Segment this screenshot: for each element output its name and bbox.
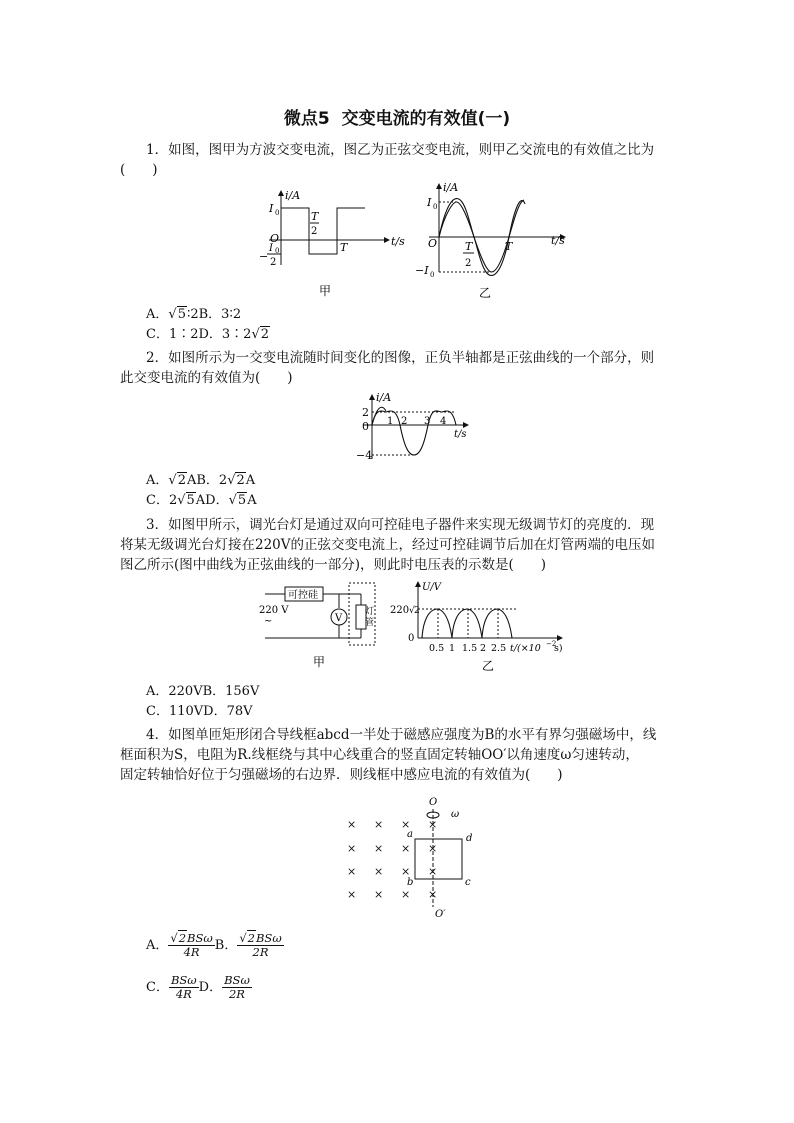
q2-options-ab: A．√2AB．2√2A	[146, 473, 256, 488]
jia-O: O	[270, 232, 280, 245]
q2-figure	[350, 391, 480, 461]
q1-options-ab: A．√5∶2B．3∶2	[146, 307, 242, 322]
q2-y-zero: 0	[362, 420, 369, 433]
q2-line1: 2．如图所示为一交变电流随时间变化的图像，正负半轴都是正弦曲线的一个部分，则	[146, 350, 655, 366]
q2-y-neg: −4	[356, 449, 373, 461]
q3-options-cd: C．110VD．78V	[146, 704, 253, 719]
svg-text:×: ×	[374, 888, 384, 901]
q3-yi-ymax-rad: 2	[414, 606, 420, 616]
yi-two: 2	[465, 258, 472, 269]
q3-yi-xlabel-exp: −2	[546, 640, 557, 648]
q3-tick-15: 1.5	[462, 643, 478, 654]
q3-jia-caption: 甲	[313, 655, 326, 669]
q3-yi-ylabel: U/V	[422, 582, 442, 593]
svg-text:×: ×	[401, 865, 411, 878]
yi-I0: I	[427, 196, 432, 209]
yi-T-half: T	[465, 240, 473, 253]
q1-line2: ( )	[120, 162, 158, 178]
q3-tick-05: 0.5	[429, 643, 445, 654]
yi-T: T	[505, 240, 513, 253]
svg-text:×: ×	[374, 842, 384, 855]
svg-text:×: ×	[428, 865, 438, 878]
q3-yi-ymax: 220	[390, 605, 410, 616]
jia-ylabel: i/A	[285, 189, 301, 202]
jia-caption: 甲	[319, 284, 332, 298]
svg-text:×: ×	[374, 818, 384, 831]
q4-line3: 固定转轴恰好位于匀强磁场的右边界．则线框中感应电流的有效值为( )	[120, 767, 563, 783]
yi-negI0-sub: 0	[430, 271, 435, 279]
yi-xlabel: t/s	[551, 234, 565, 247]
q2-tick-4: 4	[440, 416, 447, 427]
q4-line1: 4．如图单匝矩形闭合导线框abcd一半处于磁感应强度为B的水平有界匀强磁场中，线	[146, 727, 657, 743]
svg-text:×: ×	[428, 818, 438, 831]
svg-text:×: ×	[428, 842, 438, 855]
q1-figure-yi	[415, 178, 575, 302]
svg-text:×: ×	[347, 888, 357, 901]
q3-tick-1: 1	[449, 643, 456, 654]
jia-negI0-sub: 0	[275, 247, 280, 255]
q3-line1: 3．如图甲所示，调光台灯是通过双向可控硅电子器件来实现无级调节灯的亮度的．现	[146, 517, 655, 533]
title-part1: 微点5	[283, 109, 330, 129]
yi-ylabel: i/A	[443, 181, 459, 194]
svg-text:×: ×	[374, 865, 384, 878]
q3-lamp1: 灯	[365, 607, 375, 617]
q4-b: b	[407, 877, 414, 888]
q3-device: 可控硅	[288, 590, 318, 601]
q4-line2: 框面积为S，电阻为R.线框绕与其中心线重合的竖直固定转轴OO′以角速度ω匀速转动，	[120, 747, 639, 763]
q3-line3: 图乙所示(图中曲线为正弦曲线的一部分)，则此时电压表的示数是( )	[120, 557, 547, 573]
yi-caption: 乙	[479, 286, 492, 300]
q1-line1: 1．如图，图甲为方波交变电流，图乙为正弦交变电流，则甲乙交流电的有效值之比为	[146, 142, 655, 158]
svg-text:×: ×	[401, 888, 411, 901]
q3-meter: V	[335, 613, 343, 624]
svg-text:×: ×	[428, 888, 438, 901]
svg-text:×: ×	[401, 842, 411, 855]
q3-lamp2: 管	[365, 618, 375, 628]
svg-text:√: √	[409, 606, 415, 616]
q3-yi-zero: 0	[408, 633, 415, 644]
q4-omega: ω	[451, 809, 460, 820]
svg-text:×: ×	[347, 865, 357, 878]
jia-minus: −	[259, 250, 269, 263]
jia-negI0: I	[269, 243, 273, 254]
jia-I0: I	[269, 202, 274, 215]
svg-text:×: ×	[401, 818, 411, 831]
q1-figure-jia	[255, 183, 415, 301]
q4-options-ab: A． $\frac{\text{√2BSω}}{4R}$ B． $\frac{\text{√2BSω}}{2R}$	[146, 931, 282, 959]
q4-figure	[335, 795, 485, 921]
q2-xlabel: t/s	[454, 429, 467, 440]
jia-I0-sub: 0	[275, 209, 280, 217]
q3-figure-yi	[390, 578, 580, 674]
jia-T-half: T	[311, 210, 319, 223]
q2-ylabel: i/A	[376, 391, 392, 404]
jia-two: 2	[270, 257, 277, 268]
q2-tick-2: 2	[401, 416, 408, 427]
yi-O: O	[428, 237, 438, 250]
q2-options-cd: C．2√5AD．√5A	[146, 493, 257, 508]
q3-figure-jia	[255, 580, 395, 672]
q3-tilde: ~	[264, 616, 273, 627]
jia-xlabel: t/s	[391, 235, 405, 248]
q2-tick-1: 1	[387, 416, 394, 427]
jia-T: T	[340, 241, 348, 254]
q3-line2: 将某无级调光台灯接在220V的正弦交变电流上，经过可控硅调节后加在灯管两端的电压如	[120, 537, 656, 553]
title-part2: 交变电流的有效值(一)	[341, 109, 511, 129]
q4-O-bottom: O′	[435, 909, 446, 920]
jia-two-b: 2	[311, 226, 318, 237]
q4-O-top: O	[429, 797, 438, 808]
svg-text:×: ×	[347, 818, 357, 831]
page-title	[0, 104, 794, 129]
svg-text:×: ×	[347, 842, 357, 855]
q4-options-cd: C． $\frac{\text{BSω}}{4R}$ D． $\frac{\text{BSω}}{2R}$	[146, 973, 250, 1001]
q3-options-ab: A．220VB．156V	[146, 684, 260, 699]
q2-tick-3: 3	[424, 416, 431, 427]
q2-y-pos: 2	[362, 406, 369, 419]
q4-d: d	[466, 833, 473, 844]
q3-tick-2: 2	[480, 643, 487, 654]
q2-line2: 此交变电流的有效值为( )	[120, 370, 293, 386]
q3-source: 220 V	[259, 605, 289, 616]
q3-yi-xlabel: t/(×10	[510, 643, 541, 654]
q3-yi-caption: 乙	[482, 659, 495, 673]
q3-yi-xlabel-end: s)	[554, 643, 563, 654]
q4-c: c	[465, 877, 471, 888]
yi-negI0: −I	[415, 264, 429, 277]
yi-I0-sub: 0	[433, 203, 438, 211]
q3-tick-25: 2.5	[491, 643, 507, 654]
q4-a: a	[407, 829, 413, 840]
q1-options-cd: C．1∶2D．3∶2√2	[146, 327, 270, 342]
